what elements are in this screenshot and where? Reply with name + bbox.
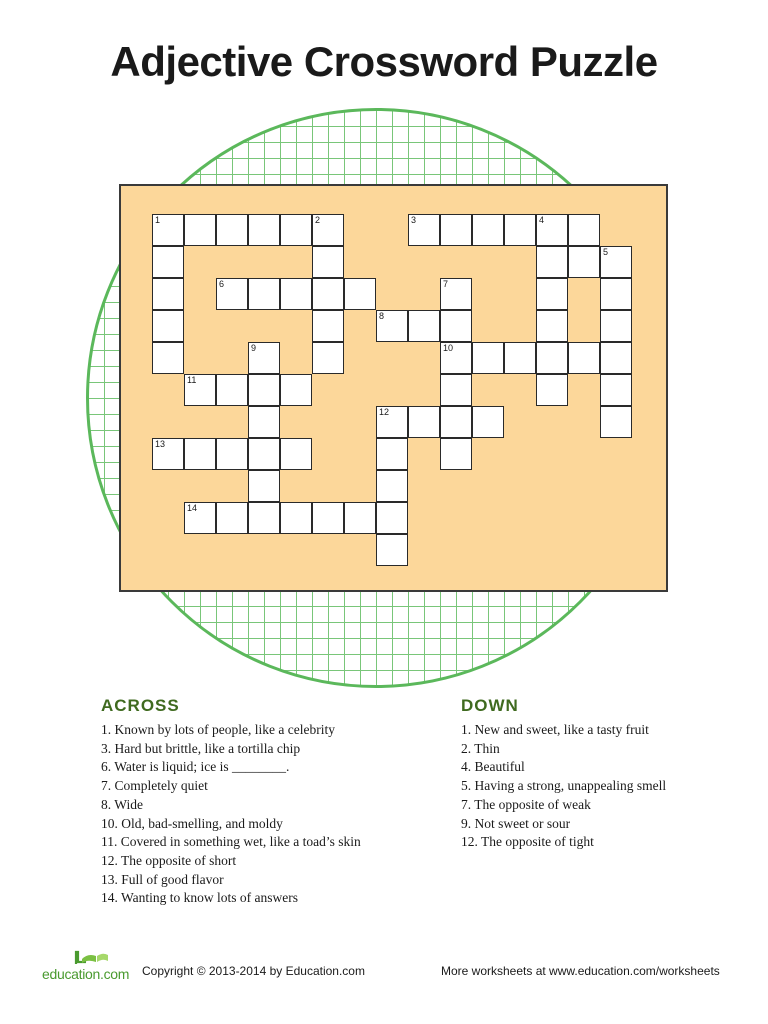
crossword-cell[interactable] [408, 310, 440, 342]
down-clue: 4. Beautiful [461, 759, 525, 775]
crossword-cell[interactable] [280, 374, 312, 406]
clue-number: 7 [443, 279, 449, 289]
crossword-cell[interactable] [536, 310, 568, 342]
crossword-cell[interactable] [568, 342, 600, 374]
crossword-cell[interactable] [280, 502, 312, 534]
crossword-cell[interactable] [152, 438, 184, 470]
crossword-cell[interactable] [248, 278, 280, 310]
crossword-cell[interactable] [408, 214, 440, 246]
down-heading: DOWN [461, 696, 519, 715]
crossword-cell[interactable] [536, 278, 568, 310]
page-title: Adjective Crossword Puzzle [110, 38, 658, 85]
crossword-cell[interactable] [216, 214, 248, 246]
crossword-cell[interactable] [312, 214, 344, 246]
crossword-cell[interactable] [536, 342, 568, 374]
copyright-text: Copyright © 2013-2014 by Education.com [142, 964, 365, 978]
crossword-cell[interactable] [280, 214, 312, 246]
down-clue: 9. Not sweet or sour [461, 815, 571, 831]
crossword-cell[interactable] [376, 310, 408, 342]
crossword-cell[interactable] [440, 406, 472, 438]
crossword-cell[interactable] [184, 438, 216, 470]
crossword-cell[interactable] [376, 470, 408, 502]
education-logo[interactable] [42, 946, 138, 982]
down-clue-list [461, 721, 666, 852]
crossword-cell[interactable] [440, 214, 472, 246]
crossword-cell[interactable] [184, 502, 216, 534]
clue-number: 10 [443, 343, 454, 353]
clue-number: 14 [187, 503, 198, 513]
crossword-cell[interactable] [536, 246, 568, 278]
crossword-cell[interactable] [600, 310, 632, 342]
clue-number: 8 [379, 311, 385, 321]
clue-number: 13 [155, 439, 166, 449]
crossword-cell[interactable] [440, 278, 472, 310]
crossword-cell[interactable] [184, 214, 216, 246]
clue-number: 9 [251, 343, 257, 353]
across-clue: 6. Water is liquid; ice is ________. [101, 759, 290, 775]
crossword-cell[interactable] [152, 246, 184, 278]
across-clue-list [101, 721, 361, 908]
clue-number: 1 [155, 215, 161, 225]
crossword-cell[interactable] [568, 214, 600, 246]
crossword-cell[interactable] [472, 342, 504, 374]
clue-number: 4 [539, 215, 545, 225]
across-clue: 7. Completely quiet [101, 778, 208, 794]
crossword-cell[interactable] [216, 438, 248, 470]
crossword-cell[interactable] [440, 374, 472, 406]
crossword-cell[interactable] [376, 406, 408, 438]
clue-number: 2 [315, 215, 321, 225]
down-clue: 1. New and sweet, like a tasty fruit [461, 722, 649, 737]
crossword-cell[interactable] [312, 342, 344, 374]
crossword-cell[interactable] [440, 342, 472, 374]
crossword-cell[interactable] [344, 278, 376, 310]
crossword-cell[interactable] [216, 502, 248, 534]
crossword-cell[interactable] [152, 278, 184, 310]
crossword-cell[interactable] [472, 406, 504, 438]
across-clue: 13. Full of good flavor [101, 871, 224, 887]
crossword-cell[interactable] [600, 406, 632, 438]
clue-number: 12 [379, 407, 390, 417]
crossword-cell[interactable] [312, 278, 344, 310]
across-clue: 11. Covered in something wet, like a toad’s skin [101, 834, 361, 850]
crossword-cell[interactable] [376, 438, 408, 470]
crossword-cell[interactable] [152, 214, 184, 246]
crossword-cell[interactable] [280, 278, 312, 310]
crossword-cell[interactable] [216, 374, 248, 406]
down-clue: 7. The opposite of weak [461, 796, 591, 812]
crossword-cell[interactable] [504, 214, 536, 246]
crossword-cell[interactable] [408, 406, 440, 438]
crossword-cell[interactable] [248, 438, 280, 470]
crossword-cell[interactable] [312, 502, 344, 534]
more-worksheets-link[interactable]: More worksheets at www.education.com/worksheets [441, 964, 720, 978]
down-clue: 12. The opposite of tight [461, 834, 594, 850]
crossword-cell[interactable] [536, 214, 568, 246]
book-icon [72, 946, 112, 966]
crossword-cell[interactable] [248, 502, 280, 534]
crossword-board [119, 184, 668, 592]
crossword-cell[interactable] [216, 278, 248, 310]
crossword-cell[interactable] [376, 534, 408, 566]
logo-text: education.com [42, 966, 130, 982]
across-clue: 3. Hard but brittle, like a tortilla chip [101, 740, 301, 756]
crossword-cell[interactable] [440, 438, 472, 470]
crossword-cell[interactable] [248, 342, 280, 374]
clue-number: 11 [187, 375, 197, 385]
crossword-cell[interactable] [152, 310, 184, 342]
crossword-cell[interactable] [280, 438, 312, 470]
clue-number: 3 [411, 215, 417, 225]
clue-number: 6 [219, 279, 225, 289]
crossword-cell[interactable] [344, 502, 376, 534]
across-clue: 10. Old, bad-smelling, and moldy [101, 815, 283, 831]
crossword-cell[interactable] [600, 246, 632, 278]
crossword-cell[interactable] [600, 342, 632, 374]
crossword-cell[interactable] [568, 246, 600, 278]
crossword-cell[interactable] [152, 342, 184, 374]
down-clue: 2. Thin [461, 740, 500, 756]
crossword-cell[interactable] [376, 502, 408, 534]
crossword-cell[interactable] [472, 214, 504, 246]
crossword-cell[interactable] [248, 374, 280, 406]
across-clue: 1. Known by lots of people, like a celebrity [101, 722, 335, 737]
crossword-cell[interactable] [504, 342, 536, 374]
across-clue: 14. Wanting to know lots of answers [101, 890, 299, 906]
crossword-cell[interactable] [248, 406, 280, 438]
across-clue: 8. Wide [101, 796, 143, 812]
crossword-cell[interactable] [312, 246, 344, 278]
clue-number: 5 [603, 247, 609, 257]
crossword-cell[interactable] [312, 310, 344, 342]
crossword-cell[interactable] [184, 374, 216, 406]
down-clue: 5. Having a strong, unappealing smell [461, 778, 667, 794]
crossword-cell[interactable] [440, 310, 472, 342]
crossword-cell[interactable] [248, 470, 280, 502]
crossword-cell[interactable] [600, 374, 632, 406]
crossword-cell[interactable] [248, 214, 280, 246]
across-clue: 12. The opposite of short [101, 852, 237, 868]
crossword-cell[interactable] [600, 278, 632, 310]
crossword-cell[interactable] [536, 374, 568, 406]
across-heading: ACROSS [101, 696, 180, 715]
